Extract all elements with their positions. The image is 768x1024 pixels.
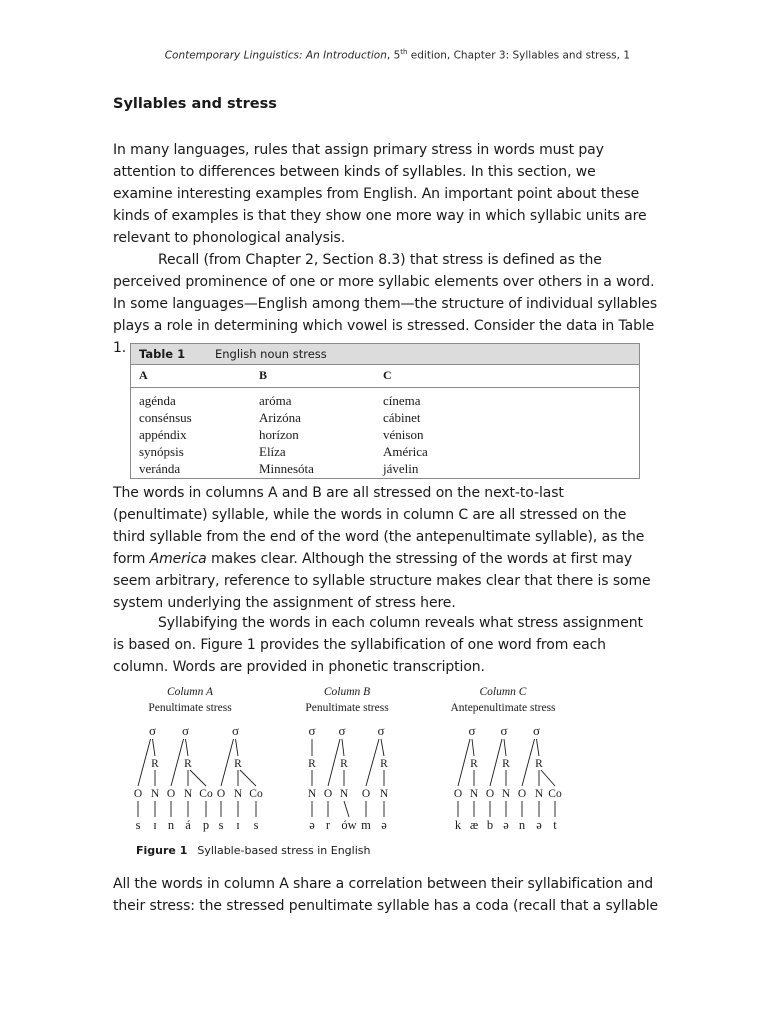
tree-branch bbox=[138, 739, 151, 786]
tree-branch bbox=[537, 739, 540, 756]
word-cell: aróma bbox=[259, 393, 292, 408]
phonetic-segment: n bbox=[167, 818, 175, 832]
paragraph-3 bbox=[113, 482, 658, 614]
rime-node: R bbox=[184, 758, 192, 770]
phonetic-segment: p bbox=[202, 818, 210, 832]
sigma-node: σ bbox=[181, 723, 190, 738]
phonetic-segment: á bbox=[185, 818, 191, 832]
table-number: Table 1 bbox=[139, 347, 186, 361]
sigma-node: σ bbox=[231, 723, 240, 738]
figure-column-subtitle: Penultimate stress bbox=[305, 702, 389, 714]
edition-superscript: th bbox=[400, 48, 408, 56]
tree-branch bbox=[472, 739, 474, 756]
tree-branch bbox=[490, 739, 502, 786]
word-cell: cábinet bbox=[383, 410, 421, 425]
phonetic-segment: ów bbox=[341, 818, 357, 832]
constituent-label: O bbox=[166, 788, 176, 800]
word-cell: Minnesóta bbox=[259, 461, 314, 476]
tree-branch bbox=[328, 739, 340, 786]
edition-prefix: , 5 bbox=[386, 49, 401, 62]
figure-caption-text: Syllable-based stress in English bbox=[197, 844, 371, 857]
figure-column-title: Column A bbox=[166, 686, 214, 698]
figure-column-title: Column C bbox=[479, 686, 527, 698]
word-cell: Arizóna bbox=[259, 410, 301, 425]
tree-branch bbox=[344, 801, 349, 817]
rime-node: R bbox=[535, 758, 543, 770]
sigma-node: σ bbox=[338, 723, 346, 738]
section-title: Syllables and stress bbox=[113, 96, 277, 112]
figure-number: Figure 1 bbox=[136, 844, 188, 857]
rime-node: R bbox=[234, 758, 242, 770]
figure-column-subtitle: Penultimate stress bbox=[148, 702, 232, 714]
rime-node: R bbox=[380, 758, 388, 770]
word-cell: cínema bbox=[383, 393, 421, 408]
phonetic-segment: æ bbox=[469, 818, 479, 832]
phonetic-segment: ə bbox=[309, 818, 315, 832]
word-cell: consénsus bbox=[139, 410, 192, 425]
sigma-node: σ bbox=[148, 723, 157, 738]
constituent-label: Co bbox=[548, 788, 562, 800]
phonetic-segment: k bbox=[454, 818, 462, 832]
constituent-label: O bbox=[485, 788, 495, 800]
paragraph-2: Recall (from Chapter 2, Section 8.3) that stress is defined as the perceived prominence of one or more syllabic elements over others in a word. In some languages—English among them—the structure of individual syllables plays a role in determining which vowel is stressed. Consider the data in Table 1. bbox=[113, 252, 658, 356]
tree-branch bbox=[541, 770, 555, 786]
tree-branch bbox=[240, 770, 256, 786]
table-header-bar bbox=[131, 344, 639, 365]
rime-node: R bbox=[470, 758, 478, 770]
figure-column-title: Column B bbox=[323, 686, 371, 698]
rime-node: R bbox=[340, 758, 348, 770]
constituent-label: N bbox=[307, 788, 317, 800]
phonetic-segment: ɪ bbox=[236, 818, 240, 832]
tree-branch bbox=[153, 739, 156, 756]
tree-branch bbox=[504, 739, 506, 756]
rime-node: R bbox=[502, 758, 510, 770]
phonetic-segment: ə bbox=[536, 818, 542, 832]
constituent-label: N bbox=[233, 788, 243, 800]
figure-caption bbox=[136, 844, 370, 857]
running-header bbox=[0, 48, 630, 62]
sigma-node: σ bbox=[377, 723, 385, 738]
tree-branch bbox=[381, 739, 384, 756]
word-cell: jávelin bbox=[383, 461, 419, 476]
table-caption: English noun stress bbox=[215, 347, 327, 361]
phonetic-segment: ə bbox=[503, 818, 509, 832]
constituent-label: O bbox=[216, 788, 226, 800]
tree-branch bbox=[221, 739, 234, 786]
tree-branch bbox=[366, 739, 379, 786]
tree-branch bbox=[186, 739, 189, 756]
word-cell: horízon bbox=[259, 427, 299, 442]
constituent-label: Co bbox=[249, 788, 263, 800]
phonetic-segment: n bbox=[518, 818, 526, 832]
table-rule bbox=[131, 387, 639, 388]
phonetic-segment: ɪ bbox=[153, 818, 157, 832]
sigma-node: σ bbox=[468, 723, 476, 738]
word-cell: vénison bbox=[383, 427, 424, 442]
rime-node: R bbox=[151, 758, 159, 770]
constituent-label: N bbox=[501, 788, 511, 800]
constituent-label: N bbox=[379, 788, 389, 800]
word-cell: América bbox=[383, 444, 428, 459]
sigma-node: σ bbox=[500, 723, 508, 738]
book-title: Contemporary Linguistics: An Introduction bbox=[164, 49, 387, 62]
tree-branch bbox=[522, 739, 535, 786]
column-b-words bbox=[259, 392, 314, 477]
constituent-label: N bbox=[339, 788, 349, 800]
word-cell: appéndix bbox=[139, 427, 187, 442]
word-cell: Elíza bbox=[259, 444, 286, 459]
constituent-label: N bbox=[183, 788, 193, 800]
edition-suffix: edition, Chapter 3: Syllables and stress, 1 bbox=[407, 49, 630, 62]
constituent-label: O bbox=[323, 788, 333, 800]
table-1 bbox=[130, 343, 640, 479]
phonetic-segment: m bbox=[361, 818, 371, 832]
constituent-label: O bbox=[133, 788, 143, 800]
column-a-words bbox=[139, 392, 192, 477]
paragraph-3-end: makes clear. Although the stressing of the words at first may seem arbitrary, reference to syllable structure makes clear that there is some system underlying the assignment of stress here. bbox=[113, 551, 651, 611]
constituent-label: O bbox=[517, 788, 527, 800]
rime-node: R bbox=[308, 758, 316, 770]
constituent-label: O bbox=[361, 788, 371, 800]
phonetic-segment: ə bbox=[381, 818, 387, 832]
phonetic-segment: b bbox=[486, 818, 494, 832]
example-word-america: America bbox=[149, 551, 207, 567]
tree-branch bbox=[458, 739, 470, 786]
tree-branch bbox=[236, 739, 239, 756]
constituent-label: Co bbox=[199, 788, 213, 800]
tree-branch bbox=[171, 739, 184, 786]
figure-column-subtitle: Antepenultimate stress bbox=[450, 702, 556, 714]
column-c-words bbox=[383, 392, 428, 477]
phonetic-segment: r bbox=[325, 818, 331, 832]
column-b-header: B bbox=[259, 368, 268, 382]
sigma-node: σ bbox=[532, 723, 541, 738]
sigma-node: σ bbox=[308, 723, 316, 738]
column-a-header: A bbox=[139, 368, 148, 382]
figure-1-syllable-trees bbox=[130, 683, 590, 833]
paragraph-5: All the words in column A share a correlation between their syllabification and their stress: the stressed penultimate syllable has a coda (recall that a syllable bbox=[113, 876, 659, 914]
phonetic-segment: s bbox=[218, 818, 224, 832]
paragraph-3-start: The words in columns A and B are all stressed on the next-to-last (penultimate) syllable, while the words in column C are all stressed on the third syllable from the end of the word (the antepenultimate syllable), as the form bbox=[113, 485, 645, 567]
paragraph-1: In many languages, rules that assign primary stress in words must pay attention to differences between kinds of syllables. In this section, we examine interesting examples from English. An important point about these kinds of examples is that they show one more way in which syllabic units are relevant to phonological analysis. bbox=[113, 142, 647, 246]
phonetic-segment: s bbox=[253, 818, 259, 832]
constituent-label: N bbox=[534, 788, 544, 800]
constituent-label: O bbox=[453, 788, 463, 800]
column-c-header: C bbox=[383, 368, 392, 382]
paragraph-4: Syllabifying the words in each column reveals what stress assignment is based on. Figure 1 provides the syllabification of one word from each column. Words are provided in phonetic transcription. bbox=[113, 615, 643, 675]
phonetic-segment: s bbox=[135, 818, 141, 832]
word-cell: veránda bbox=[139, 461, 181, 476]
constituent-label: N bbox=[469, 788, 479, 800]
word-cell: agénda bbox=[139, 393, 176, 408]
tree-branch bbox=[190, 770, 206, 786]
word-cell: synópsis bbox=[139, 444, 184, 459]
tree-branch bbox=[342, 739, 344, 756]
constituent-label: N bbox=[150, 788, 160, 800]
phonetic-segment: t bbox=[553, 818, 557, 832]
